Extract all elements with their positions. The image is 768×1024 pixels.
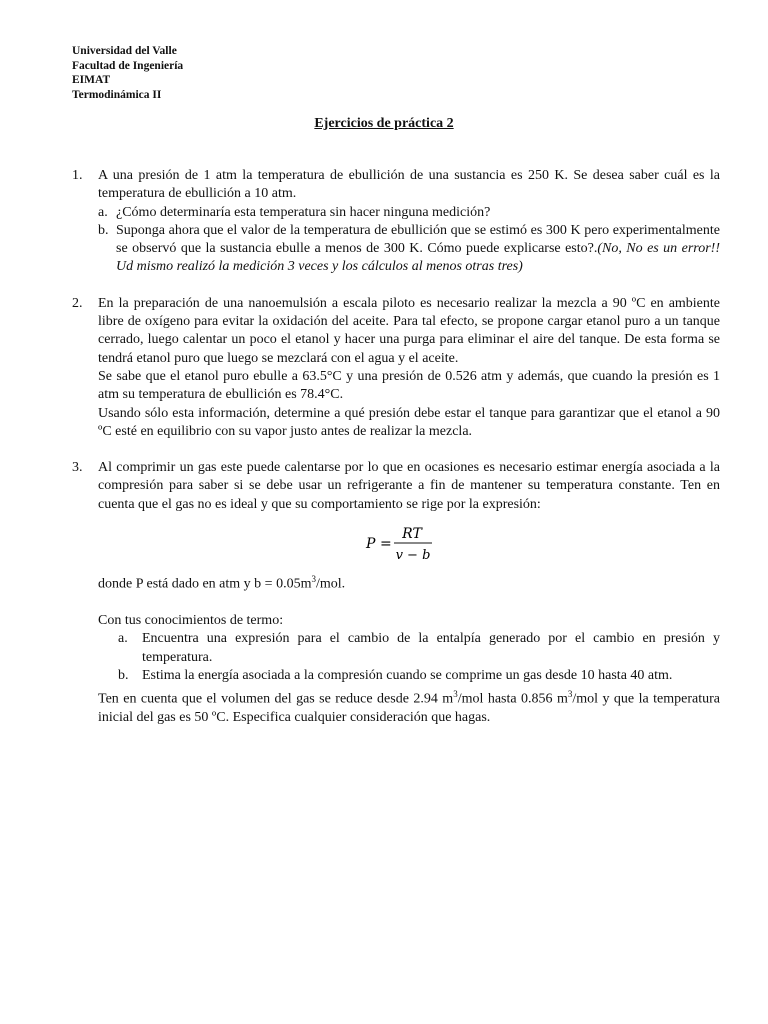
- exercise-number: 1.: [72, 168, 83, 183]
- final-sup-2: 3: [567, 689, 573, 700]
- subitem-note: (No, No es un error!! Ud mismo realizó la medición 3 veces y los cálculos al menos otras tres): [116, 241, 720, 275]
- subitem-text: Estima la energía asociada a la compresión cuando se comprime un gas desde 10 hasta 40 atm.: [142, 667, 673, 683]
- university-name: Universidad del Valle: [72, 45, 177, 57]
- course-name: Termodinámica II: [72, 88, 162, 101]
- final-part-1: Ten en cuenta que el volumen del gas se reduce desde 2.94 m: [98, 691, 454, 707]
- exercise-3-where: [72, 570, 720, 594]
- exercise-paragraph: Usando sólo esta información, determine a qué presión debe estar el tanque para garantizar que el etanol a 90 ºC esté en equilibrio con su vapor justo antes de realizar la mezcla.: [98, 405, 720, 439]
- subitem-text: [116, 222, 720, 277]
- exercise-paragraph: Se sabe que el etanol puro ebulle a 63.5°C y una presión de 0.526 atm y además, que cuando la presión es 1 atm su temperatura de ebullición es 78.4°C.: [98, 368, 720, 403]
- equation-numerator: RT: [402, 526, 422, 543]
- subitem-label: a.: [98, 204, 108, 220]
- exercise-number: 2.: [72, 295, 83, 311]
- where-pre: donde P está dado en atm y b = 0.05m: [98, 576, 312, 592]
- exercise-3-intro: [72, 612, 720, 630]
- subitem-body: Suponga ahora que el valor de la temperatura de ebullición que se estimó es 300 K pero experimentalmente se observó que la sustancia ebulle a menos de 300 K. Cómo puede explicarse esto?.: [116, 222, 720, 257]
- equation-svg: [364, 522, 454, 564]
- intro-text: Con tus conocimientos de termo:: [98, 613, 284, 628]
- where-post: /mol.: [315, 576, 346, 592]
- subitem-label: b.: [118, 667, 129, 683]
- exercise-1a: [72, 204, 720, 222]
- exercise-1b: [72, 222, 720, 277]
- faculty-name: Facultad de Ingeniería: [72, 59, 184, 72]
- school-name: EIMAT: [72, 74, 111, 86]
- page-title: Ejercicios de práctica 2: [314, 116, 454, 131]
- equation-denominator: v − b: [395, 548, 431, 564]
- exercise-3: [72, 459, 720, 514]
- final-sup-1: 3: [453, 689, 458, 700]
- subitem-text: Encuentra una expresión para el cambio de la entalpía generado por el cambio en presión y temperatura.: [142, 631, 720, 665]
- where-sup: 3: [311, 574, 316, 585]
- exercise-3-final: [72, 685, 720, 727]
- exercise-3a: [72, 630, 720, 667]
- exercise-2: [72, 295, 720, 441]
- equation-lhs: P: [366, 536, 376, 553]
- subitem-label: a.: [118, 631, 128, 647]
- final-part-3: /mol y que la temperatura inicial del gas es 50 ºC. Especifica cualquier consideración que hagas.: [98, 691, 720, 726]
- exercise-paragraph: En la preparación de una nanoemulsión a escala piloto es necesario realizar la mezcla a 90 ºC en ambiente libre de oxígeno para evitar la oxidación del aceite. Para tal efecto, se propone cargar etanol puro a un tanque cerrado, luego calentar un poco el etanol y hacer una purga para eliminar el aire del tanque. De esta forma se tendrá etanol puro que luego se mezclará con el agua y el aceite.: [98, 295, 720, 366]
- final-part-2: /mol hasta 0.856 m: [457, 691, 568, 707]
- subitem-text: ¿Cómo determinaría esta temperatura sin hacer ninguna medición?: [116, 204, 491, 220]
- exercise-text: A una presión de 1 atm la temperatura de ebullición de una sustancia es 250 K. Se desea saber cuál es la temperatura de ebullición a 10 atm.: [98, 168, 720, 202]
- equation-equals: =: [380, 536, 392, 553]
- equation: [98, 522, 720, 564]
- where-text: [98, 570, 720, 594]
- subitem-label: b.: [98, 222, 109, 238]
- exercise-number: 3.: [72, 460, 83, 476]
- exercise-list: [72, 167, 720, 727]
- header-block: [72, 44, 183, 102]
- exercise-3b: [72, 667, 720, 685]
- exercise-1: [72, 167, 720, 204]
- final-text: [98, 685, 720, 727]
- exercise-paragraph: Al comprimir un gas este puede calentarse por lo que en ocasiones es necesario estimar energía asociada a la compresión para saber si se debe usar un refrigerante a fin de mantener su temperatura constante. Ten en cuenta que el gas no es ideal y que su comportamiento se rige por la expresión:: [98, 460, 720, 512]
